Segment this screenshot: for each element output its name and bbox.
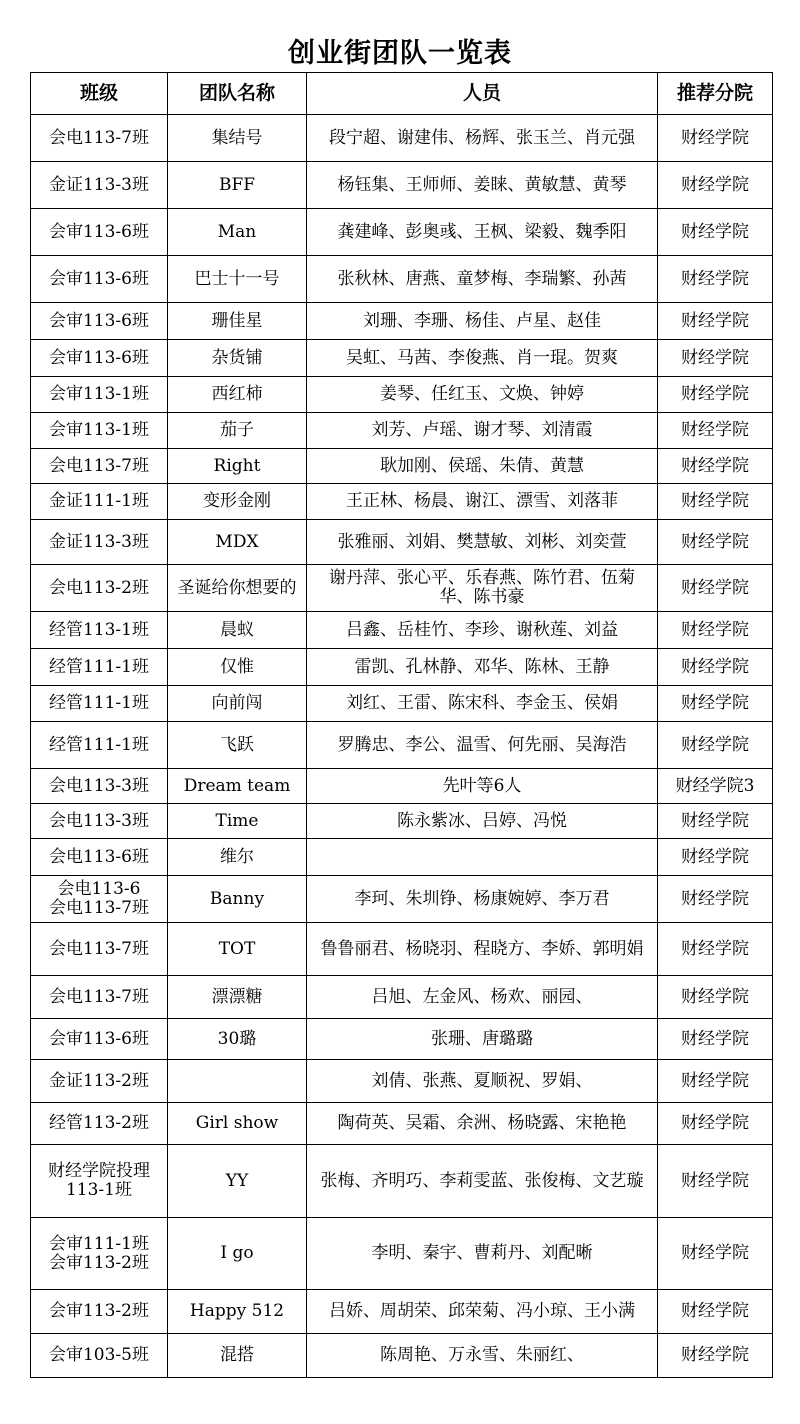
- cell-members: 谢丹萍、张心平、乐春燕、陈竹君、伍菊华、陈书豪: [307, 565, 658, 612]
- cell-class: 会电113-7班: [31, 923, 168, 976]
- cell-team-name: 西红柿: [168, 377, 307, 413]
- table-row: [31, 612, 773, 649]
- cell-members: 罗腾忠、李公、温雪、何先丽、吴海浩: [307, 722, 658, 769]
- cell-recommending-college: 财经学院: [658, 649, 773, 686]
- cell-members: 杨钰集、王师师、姜睐、黄敏慧、黄琴: [307, 162, 658, 209]
- cell-class: 经管111-1班: [31, 649, 168, 686]
- cell-class: 会电113-6 会电113-7班: [31, 876, 168, 923]
- cell-members: 张雅丽、刘娟、樊慧敏、刘彬、刘奕萱: [307, 520, 658, 565]
- cell-class: 会审113-6班: [31, 256, 168, 303]
- cell-team-name: I go: [168, 1218, 307, 1290]
- table-row: [31, 1103, 773, 1145]
- cell-team-name: Happy 512: [168, 1290, 307, 1334]
- cell-class: 会审111-1班 会审113-2班: [31, 1218, 168, 1290]
- cell-members: 耿加刚、侯瑶、朱倩、黄慧: [307, 449, 658, 484]
- table-row: [31, 839, 773, 876]
- table-row: [31, 209, 773, 256]
- cell-recommending-college: 财经学院: [658, 1145, 773, 1218]
- cell-class: 会审113-6班: [31, 1019, 168, 1060]
- cell-class: 经管113-1班: [31, 612, 168, 649]
- cell-team-name: [168, 1060, 307, 1103]
- cell-class: 金证111-1班: [31, 484, 168, 520]
- cell-recommending-college: 财经学院3: [658, 769, 773, 804]
- table-row: [31, 484, 773, 520]
- table-row: [31, 162, 773, 209]
- cell-team-name: MDX: [168, 520, 307, 565]
- cell-class: 会审113-1班: [31, 413, 168, 449]
- cell-class: 会电113-6班: [31, 839, 168, 876]
- cell-recommending-college: 财经学院: [658, 839, 773, 876]
- table-row: [31, 1019, 773, 1060]
- cell-recommending-college: 财经学院: [658, 115, 773, 162]
- table-row: [31, 1334, 773, 1378]
- header-class: 班级: [31, 73, 168, 115]
- cell-recommending-college: 财经学院: [658, 1218, 773, 1290]
- cell-members: 吕旭、左金风、杨欢、丽园、: [307, 976, 658, 1019]
- cell-members: 姜琴、任红玉、文焕、钟婷: [307, 377, 658, 413]
- cell-class: 金证113-2班: [31, 1060, 168, 1103]
- cell-team-name: 维尔: [168, 839, 307, 876]
- cell-class: 会审113-1班: [31, 377, 168, 413]
- cell-team-name: 圣诞给你想要的: [168, 565, 307, 612]
- cell-recommending-college: 财经学院: [658, 340, 773, 377]
- table-row: [31, 1145, 773, 1218]
- cell-class: 会电113-7班: [31, 115, 168, 162]
- cell-members: [307, 839, 658, 876]
- cell-class: 会审113-6班: [31, 340, 168, 377]
- cell-class: 会审113-6班: [31, 303, 168, 340]
- table-row: [31, 303, 773, 340]
- cell-class: 会电113-2班: [31, 565, 168, 612]
- cell-members: 刘芳、卢瑶、谢才琴、刘清霞: [307, 413, 658, 449]
- cell-team-name: 混搭: [168, 1334, 307, 1378]
- cell-team-name: Dream team: [168, 769, 307, 804]
- table-row: [31, 1218, 773, 1290]
- table-row: [31, 340, 773, 377]
- cell-members: 雷凯、孔林静、邓华、陈林、王静: [307, 649, 658, 686]
- cell-members: 先叶等6人: [307, 769, 658, 804]
- cell-members: 段宁超、谢建伟、杨辉、张玉兰、肖元强: [307, 115, 658, 162]
- table-row: [31, 923, 773, 976]
- cell-class: 财经学院投理113-1班: [31, 1145, 168, 1218]
- cell-members: 李珂、朱圳铮、杨康婉婷、李万君: [307, 876, 658, 923]
- cell-members: 刘红、王雷、陈宋科、李金玉、侯娟: [307, 686, 658, 722]
- table-row: [31, 769, 773, 804]
- cell-team-name: 茄子: [168, 413, 307, 449]
- table-row: [31, 413, 773, 449]
- cell-class: 会电113-7班: [31, 449, 168, 484]
- cell-team-name: Time: [168, 804, 307, 839]
- cell-recommending-college: 财经学院: [658, 1103, 773, 1145]
- cell-members: 李明、秦宇、曹莉丹、刘配晰: [307, 1218, 658, 1290]
- cell-team-name: 巴士十一号: [168, 256, 307, 303]
- cell-team-name: Right: [168, 449, 307, 484]
- table-row: [31, 1290, 773, 1334]
- cell-members: 吴虹、马茜、李俊燕、肖一琨。贺爽: [307, 340, 658, 377]
- table-row: [31, 804, 773, 839]
- cell-members: 王正林、杨晨、谢江、漂雪、刘落菲: [307, 484, 658, 520]
- cell-members: 刘倩、张燕、夏顺祝、罗娟、: [307, 1060, 658, 1103]
- table-row: [31, 649, 773, 686]
- cell-class: 经管111-1班: [31, 722, 168, 769]
- cell-recommending-college: 财经学院: [658, 1060, 773, 1103]
- cell-team-name: BFF: [168, 162, 307, 209]
- cell-class: 金证113-3班: [31, 162, 168, 209]
- cell-team-name: 漂漂糖: [168, 976, 307, 1019]
- cell-recommending-college: 财经学院: [658, 686, 773, 722]
- cell-recommending-college: 财经学院: [658, 612, 773, 649]
- cell-team-name: 杂货铺: [168, 340, 307, 377]
- page-title: 创业街团队一览表: [288, 38, 512, 69]
- cell-members: 张珊、唐璐璐: [307, 1019, 658, 1060]
- table-header-row: [31, 73, 773, 115]
- cell-team-name: Girl show: [168, 1103, 307, 1145]
- cell-team-name: 珊佳星: [168, 303, 307, 340]
- cell-team-name: 30璐: [168, 1019, 307, 1060]
- table-row: [31, 377, 773, 413]
- header-recommending-college: 推荐分院: [658, 73, 773, 115]
- cell-recommending-college: 财经学院: [658, 413, 773, 449]
- cell-class: 金证113-3班: [31, 520, 168, 565]
- table-row: [31, 722, 773, 769]
- cell-recommending-college: 财经学院: [658, 449, 773, 484]
- cell-members: 刘珊、李珊、杨佳、卢星、赵佳: [307, 303, 658, 340]
- cell-team-name: Man: [168, 209, 307, 256]
- cell-members: 张秋林、唐燕、童梦梅、李瑞繁、孙茜: [307, 256, 658, 303]
- cell-class: 会电113-7班: [31, 976, 168, 1019]
- cell-class: 会审103-5班: [31, 1334, 168, 1378]
- cell-class: 会审113-6班: [31, 209, 168, 256]
- cell-class: 经管111-1班: [31, 686, 168, 722]
- cell-members: 陈永紫冰、吕婷、冯悦: [307, 804, 658, 839]
- team-roster-table: [30, 72, 773, 1378]
- cell-team-name: 飞跃: [168, 722, 307, 769]
- cell-recommending-college: 财经学院: [658, 976, 773, 1019]
- cell-team-name: 晨蚁: [168, 612, 307, 649]
- cell-members: 陈周艳、万永雪、朱丽红、: [307, 1334, 658, 1378]
- cell-recommending-college: 财经学院: [658, 565, 773, 612]
- cell-class: 会审113-2班: [31, 1290, 168, 1334]
- cell-recommending-college: 财经学院: [658, 520, 773, 565]
- cell-team-name: Banny: [168, 876, 307, 923]
- cell-team-name: 变形金刚: [168, 484, 307, 520]
- cell-members: 龚建峰、彭奥彧、王枫、梁毅、魏季阳: [307, 209, 658, 256]
- cell-recommending-college: 财经学院: [658, 484, 773, 520]
- cell-recommending-college: 财经学院: [658, 804, 773, 839]
- cell-team-name: 仅惟: [168, 649, 307, 686]
- cell-team-name: 集结号: [168, 115, 307, 162]
- table-row: [31, 449, 773, 484]
- cell-members: 张梅、齐明巧、李莉雯蓝、张俊梅、文艺璇: [307, 1145, 658, 1218]
- table-row: [31, 256, 773, 303]
- cell-members: 吕娇、周胡荣、邱荣菊、冯小琼、王小满: [307, 1290, 658, 1334]
- cell-recommending-college: 财经学院: [658, 256, 773, 303]
- cell-team-name: 向前闯: [168, 686, 307, 722]
- cell-recommending-college: 财经学院: [658, 377, 773, 413]
- cell-recommending-college: 财经学院: [658, 162, 773, 209]
- cell-recommending-college: 财经学院: [658, 303, 773, 340]
- cell-class: 会电113-3班: [31, 769, 168, 804]
- cell-team-name: TOT: [168, 923, 307, 976]
- cell-recommending-college: 财经学院: [658, 1290, 773, 1334]
- table-row: [31, 976, 773, 1019]
- table-row: [31, 876, 773, 923]
- cell-recommending-college: 财经学院: [658, 722, 773, 769]
- table-row: [31, 520, 773, 565]
- cell-recommending-college: 财经学院: [658, 876, 773, 923]
- cell-class: 会电113-3班: [31, 804, 168, 839]
- table-row: [31, 565, 773, 612]
- table-body: [31, 115, 773, 1378]
- cell-members: 鲁鲁丽君、杨晓羽、程晓方、李娇、郭明娟: [307, 923, 658, 976]
- header-team-name: 团队名称: [168, 73, 307, 115]
- table-row: [31, 1060, 773, 1103]
- table-row: [31, 115, 773, 162]
- cell-recommending-college: 财经学院: [658, 1019, 773, 1060]
- cell-class: 经管113-2班: [31, 1103, 168, 1145]
- cell-members: 陶荷英、吴霜、余洲、杨晓露、宋艳艳: [307, 1103, 658, 1145]
- cell-members: 吕鑫、岳桂竹、李珍、谢秋莲、刘益: [307, 612, 658, 649]
- table-row: [31, 686, 773, 722]
- cell-team-name: YY: [168, 1145, 307, 1218]
- cell-recommending-college: 财经学院: [658, 1334, 773, 1378]
- header-members: 人员: [307, 73, 658, 115]
- cell-recommending-college: 财经学院: [658, 209, 773, 256]
- cell-recommending-college: 财经学院: [658, 923, 773, 976]
